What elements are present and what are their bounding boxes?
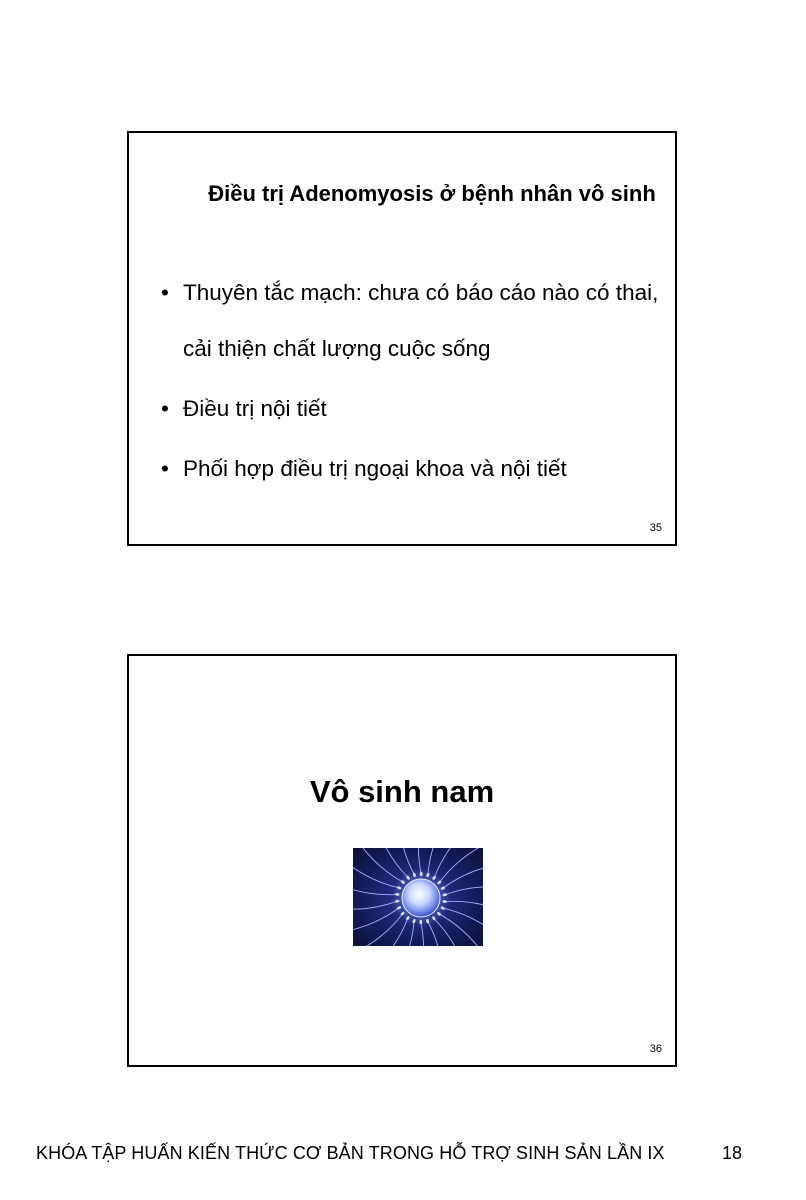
slide-36 [127, 654, 677, 1067]
slide-35 [127, 131, 677, 546]
slide-number: 36 [649, 1043, 662, 1055]
bullet-item: • Phối hợp điều trị ngoại khoa và nội tiết [161, 441, 661, 497]
footer-page-number: 18 [722, 1143, 743, 1163]
footer-course-title: KHÓA TẬP HUẤN KIẾN THỨC CƠ BẢN TRONG HỖ TRỢ SINH SẢN LẦN IX [36, 1143, 665, 1163]
sperm-egg-image [353, 848, 483, 946]
slide-number: 35 [649, 522, 662, 534]
slide-title: Vô sinh nam [309, 774, 495, 809]
bullet-item: • Thuyên tắc mạch: chưa có báo cáo nào có thai, cải thiện chất lượng cuộc sống [161, 265, 661, 377]
slide-title: Điều trị Adenomyosis ở bệnh nhân vô sinh [208, 181, 656, 206]
bullet-list [161, 265, 661, 497]
bullet-item: • Điều trị nội tiết [161, 381, 661, 437]
egg-cell [402, 879, 440, 917]
